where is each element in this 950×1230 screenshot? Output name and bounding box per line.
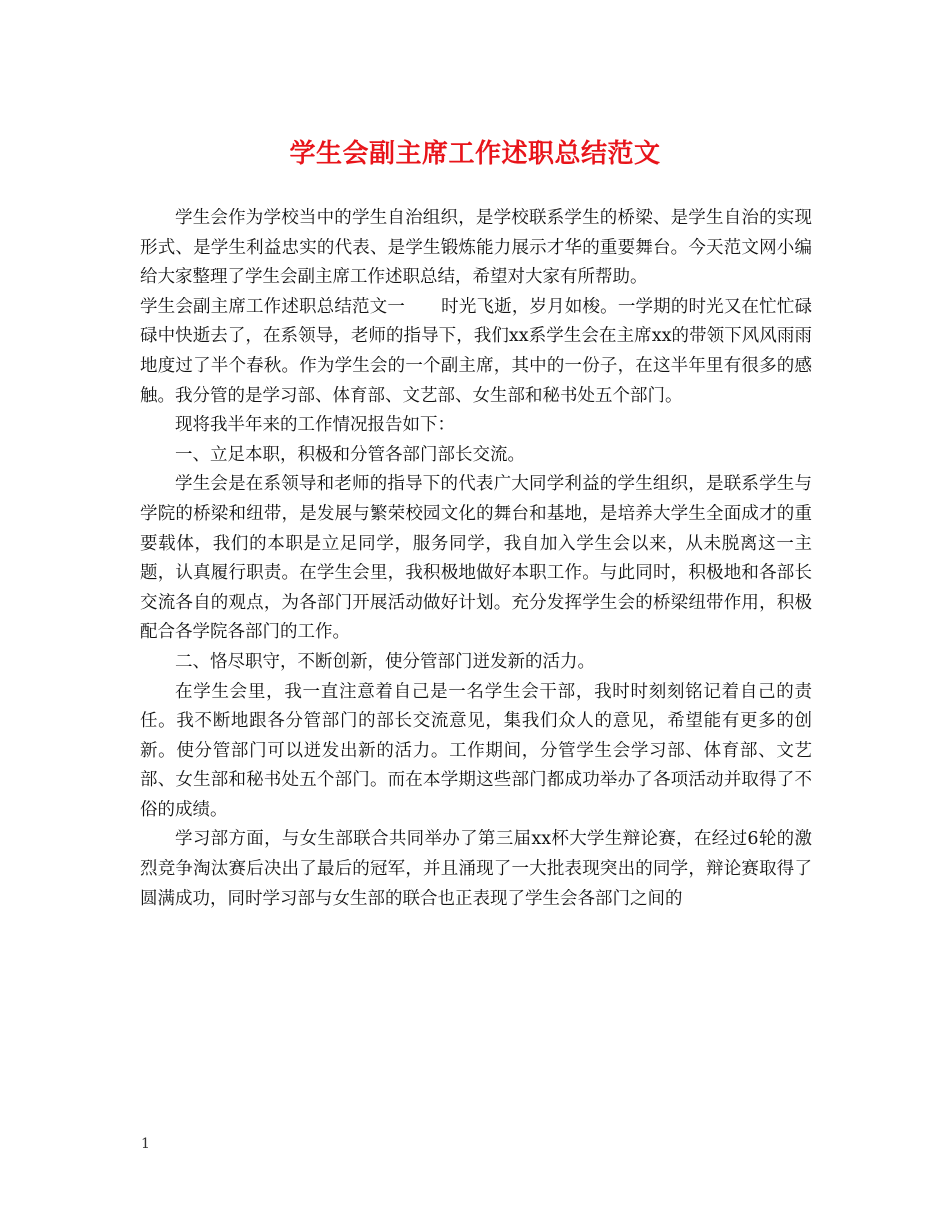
sample-paragraph (140, 293, 812, 411)
sample-heading: 学生会副主席工作述职总结范文一 (140, 296, 405, 317)
section2-heading: 二、恪尽职守，不断创新，使分管部门迸发新的活力。 (175, 651, 595, 672)
section2-body: 在学生会里，我一直注意着自己是一名学生会干部，我时时刻刻铭记着自己的责任。我不断地跟各分管部门的部长交流意见，集我们众人的意见，希望能有更多的创新。使分管部门可以迸发出新的活力。工作期间，分管学生会学习部、体育部、文艺部、女生部和秘书处五个部门。而在本学期这些部门都成功举办了各项活动并取得了不俗的成绩。 (140, 681, 812, 820)
intro-paragraph: 学生会作为学校当中的学生自治组织，是学校联系学生的桥梁、是学生自治的实现形式、是学生利益忠实的代表、是学生锻炼能力展示才华的重要舞台。今天范文网小编给大家整理了学生会副主席工作述职总结，希望对大家有所帮助。 (140, 208, 812, 288)
sample-opening: 时光飞逝，岁月如梭。一学期的时光又在忙忙碌碌中快逝去了，在系领导，老师的指导下，我们xx系学生会在主席xx的带领下风风雨雨地度过了半个春秋。作为学生会的一个副主席，其中的一份子，在这半年里有很多的感触。我分管的是学习部、体育部、文艺部、女生部和秘书处五个部门。 (140, 296, 812, 406)
report-intro: 现将我半年来的工作情况报告如下： (175, 415, 455, 436)
section3-body: 学习部方面，与女生部联合共同举办了第三届xx杯大学生辩论赛，在经过6轮的激烈竞争淘汰赛后决出了最后的冠军，并且涌现了一大批表现突出的同学，辩论赛取得了圆满成功，同时学习部与女生部的联合也正表现了学生会各部门之间的 (140, 829, 812, 909)
document-title: 学生会副主席工作述职总结范文 (289, 139, 661, 169)
document-body (140, 204, 812, 914)
section1-body: 学生会是在系领导和老师的指导下的代表广大同学利益的学生组织，是联系学生与学院的桥梁和纽带，是发展与繁荣校园文化的舞台和基地，是培养大学生全面成才的重要载体，我们的本职是立足同学，服务同学，我自加入学生会以来，从未脱离这一主题，认真履行职责。在学生会里，我积极地做好本职工作。与此同时，积极地和各部长交流各自的观点，为各部门开展活动做好计划。充分发挥学生会的桥梁纽带作用，积极配合各学院各部门的工作。 (140, 474, 812, 643)
page-number: 1 (141, 1136, 150, 1152)
section1-heading: 一、立足本职，积极和分管各部门部长交流。 (175, 444, 525, 465)
